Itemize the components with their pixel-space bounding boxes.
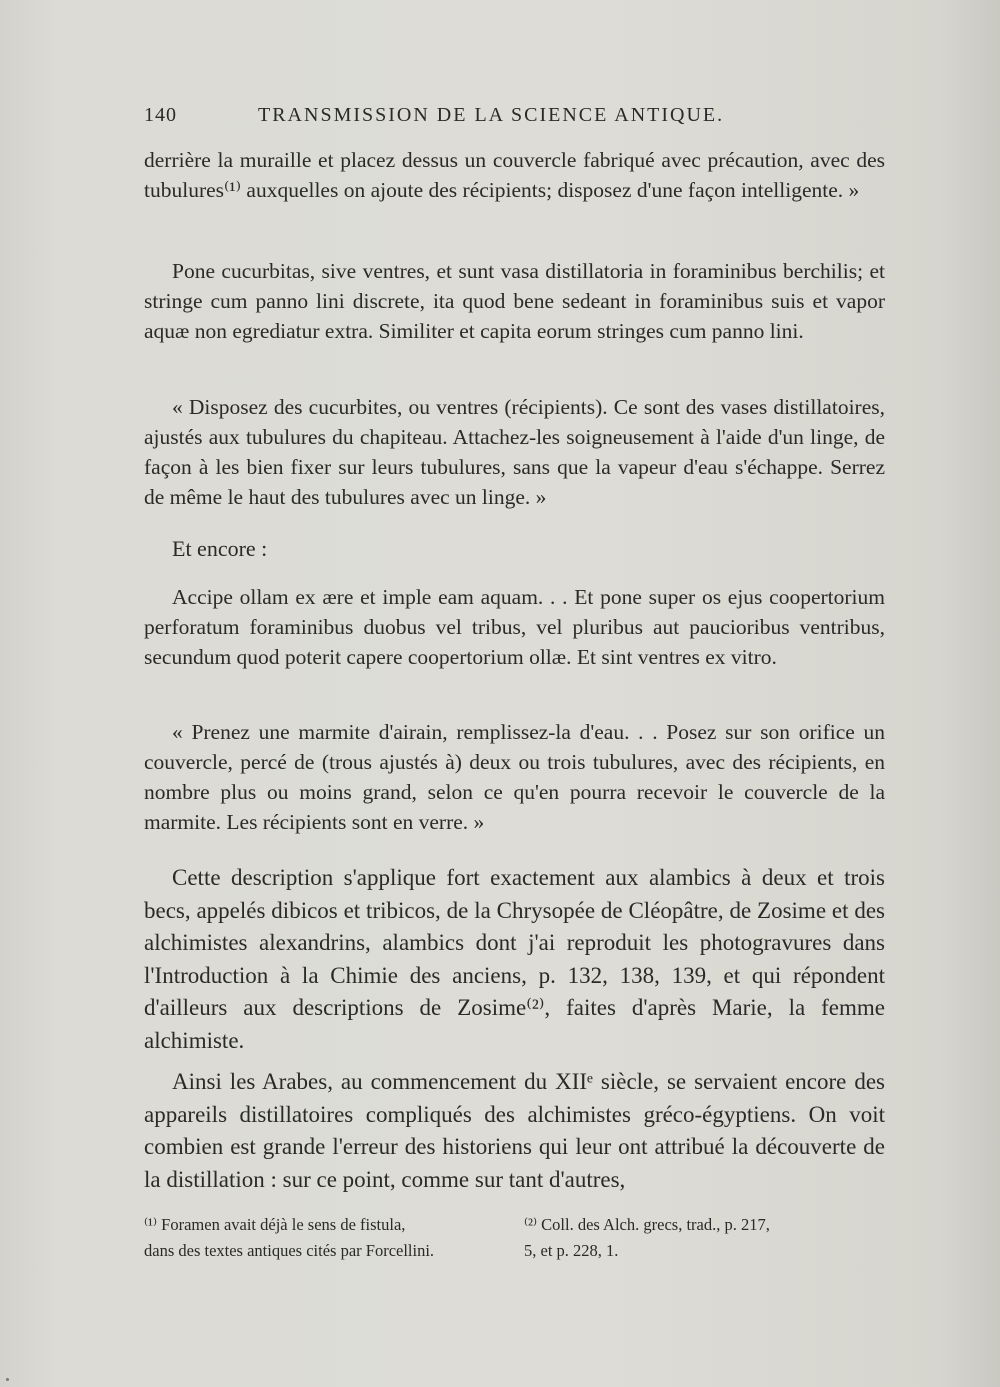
- footnote-2-line-2: 5, et p. 228, 1.: [524, 1241, 619, 1260]
- page-number: 140: [144, 104, 177, 126]
- paragraph-latin-1: Pone cucurbitas, sive ventres, et sunt vasa distillatoria in foraminibus berchilis; et stringe cum panno lini discrete, ita quod bene sedeant in foraminibus suis et vapor aquæ non egrediatur extra. Similiter et capita eorum stringes cum panno lini.: [144, 259, 885, 343]
- paragraph-latin-2: Accipe ollam ex ære et imple eam aquam. . . Et pone super os ejus coopertorium perforatum foraminibus duobus vel tribus, vel pluribus aut paucioribus ventribus, secundum quod poterit capere coopertorium ollæ. Et sint ventres ex vitro.: [144, 585, 885, 669]
- paragraph-commentary: Cette description s'applique fort exactement aux alambics à deux et trois becs, appelés dibicos et tribicos, de la Chrysopée de Cléopâtre, de Zosime et des alchimistes alexandrins, alambics dont j'ai reproduit les photogravures dans l'Introduction à la Chimie des anciens, p. 132, 138, 139, et qui répondent d'ailleurs aux descriptions de Zosime⁽²⁾, faites d'après Marie, la femme alchimiste.: [144, 865, 885, 1053]
- footnotes: [144, 1212, 885, 1272]
- paragraph-conclusion: Ainsi les Arabes, au commencement du XIIᵉ siècle, se servaient encore des appareils distillatoires compliqués des alchimistes gréco-égyptiens. On voit combien est grande l'erreur des historiens qui leur ont attribué la découverte de la distillation : sur ce point, comme sur tant d'autres,: [144, 1069, 885, 1192]
- paragraph-et-encore: Et encore :: [172, 536, 268, 561]
- page-header: [144, 104, 885, 134]
- paragraph-translation-1: « Disposez des cucurbites, ou ventres (récipients). Ce sont des vases distillatoires, ajustés aux tubulures du chapiteau. Attachez-les soigneusement à l'aide d'un linge, de façon à les bien fixer sur leurs tubulures, sans que la vapeur d'eau s'échappe. Serrez de même le haut des tubulures avec un linge. »: [144, 395, 885, 509]
- footnote-1-line-1: ⁽¹⁾ Foramen avait déjà le sens de fistula,: [144, 1215, 406, 1234]
- footnote-1: [144, 1212, 504, 1264]
- paragraph-continuation: derrière la muraille et placez dessus un couvercle fabriqué avec précaution, avec des tubulures⁽¹⁾ auxquelles on ajoute des récipients; disposez d'une façon intelligente. »: [144, 148, 885, 202]
- paragraph-translation-2: « Prenez une marmite d'airain, remplissez-la d'eau. . . Posez sur son orifice un couvercle, percé de (trous ajustés à) deux ou trois tubulures, avec des récipients, en nombre plus ou moins grand, selon ce qu'en pourra recevoir le couvercle de la marmite. Les récipients sont en verre. »: [144, 720, 885, 834]
- footnote-1-line-2: dans des textes antiques cités par Forcellini.: [144, 1241, 435, 1260]
- paper-speck: [6, 1378, 9, 1381]
- running-title: TRANSMISSION DE LA SCIENCE ANTIQUE.: [258, 104, 725, 126]
- footnote-2: [524, 1212, 885, 1264]
- footnote-2-line-1: ⁽²⁾ Coll. des Alch. grecs, trad., p. 217,: [524, 1215, 770, 1234]
